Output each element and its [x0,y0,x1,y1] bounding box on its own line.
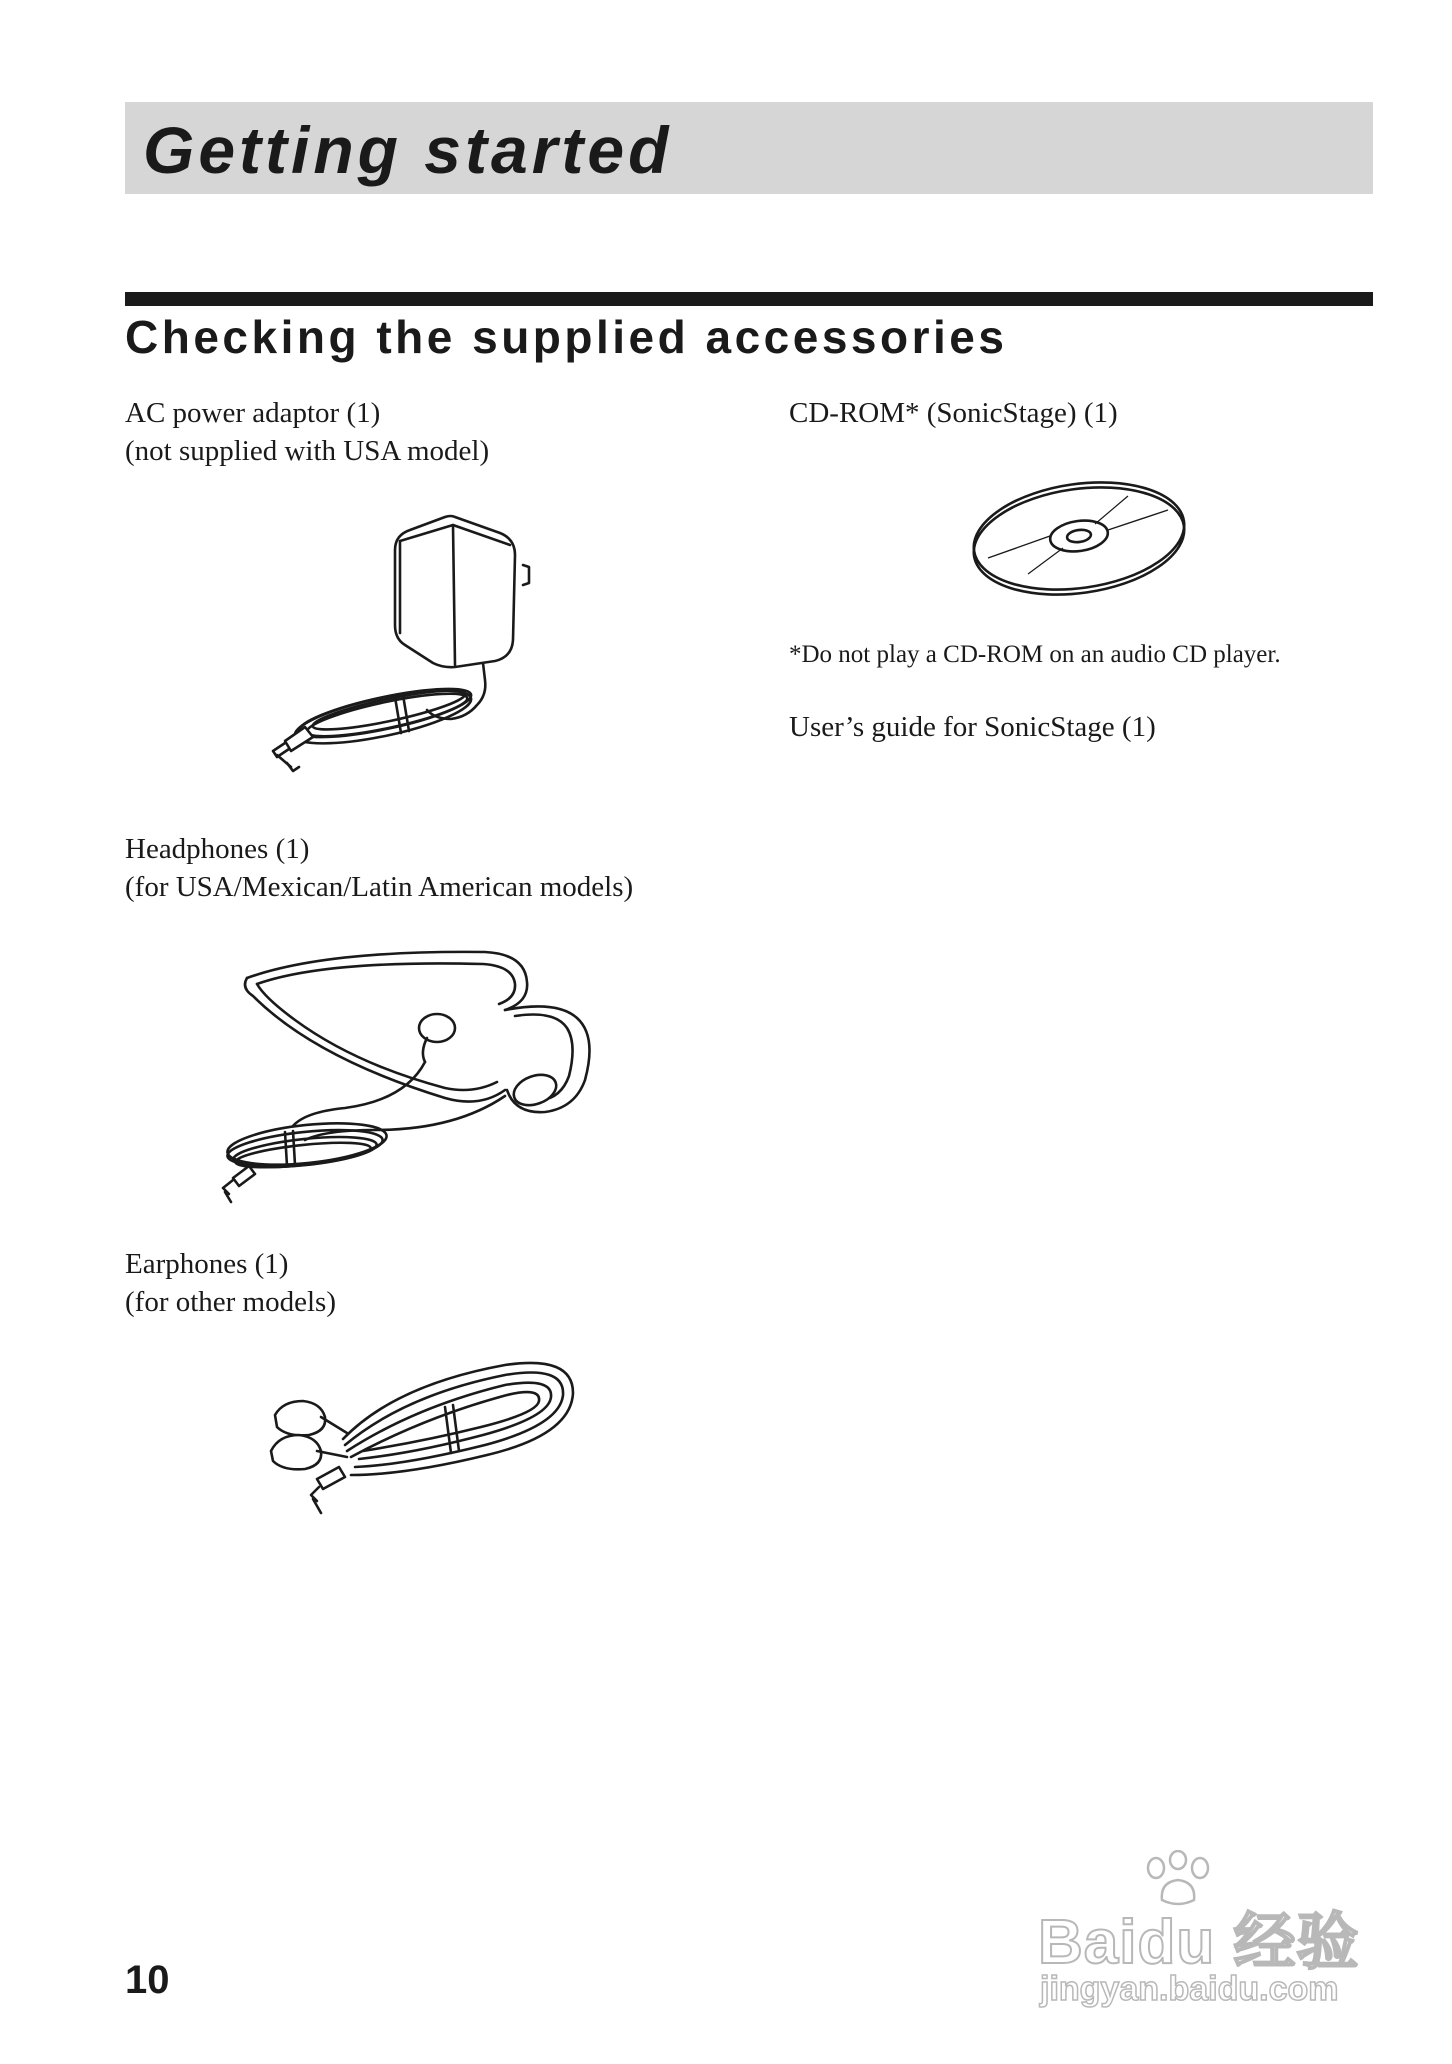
users-guide-name: User’s guide for SonicStage (1) [789,711,1156,743]
ac-adaptor-label [125,394,489,470]
headphones-illustration [205,940,625,1215]
headphones-name: Headphones (1) [125,833,310,865]
watermark-url-text: jingyan.baidu.com [1040,1970,1339,2008]
earphones-note: (for other models) [125,1286,336,1318]
page-number: 10 [125,1958,170,2002]
section-rule [125,292,1373,306]
watermark-main-text: Baidu 经验 [1038,1908,1360,1977]
chapter-title-band [125,102,1373,194]
ac-adaptor-name: AC power adaptor (1) [125,397,381,429]
users-guide-label [789,708,1156,746]
cd-rom-label [789,394,1118,432]
earphones-name: Earphones (1) [125,1248,289,1280]
earphones-label [125,1245,336,1321]
section-title: Checking the supplied accessories [125,311,1008,363]
ac-adaptor-note: (not supplied with USA model) [125,435,490,467]
headphones-label [125,830,633,906]
earphones-illustration [255,1355,575,1530]
cd-rom-footnote: *Do not play a CD-ROM on an audio CD player. [789,641,1281,668]
ac-adaptor-illustration [255,505,575,775]
headphones-note: (for USA/Mexican/Latin American models) [125,871,634,903]
cd-rom-name: CD-ROM* (SonicStage) (1) [789,397,1118,429]
chapter-title: Getting started [143,113,673,187]
cd-rom-illustration [968,474,1190,610]
baidu-watermark [1030,1850,1380,2020]
